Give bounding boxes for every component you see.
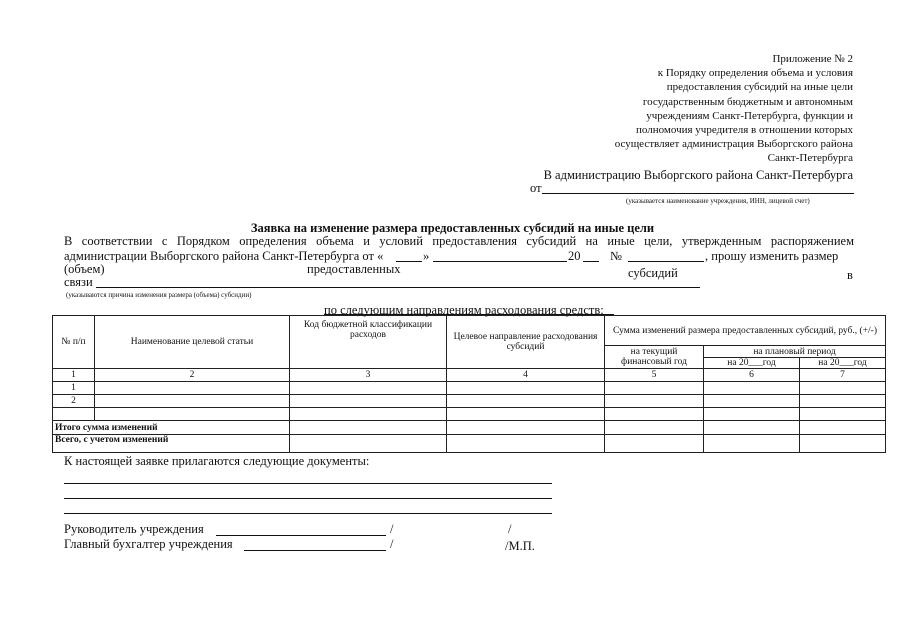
- cell[interactable]: [800, 408, 886, 421]
- table-row: [53, 408, 886, 421]
- subsidy-table: [52, 315, 886, 453]
- cell[interactable]: [447, 382, 605, 395]
- attachments-label: К настоящей заявке прилагаются следующие документы:: [64, 454, 370, 468]
- header-year-2: на 20___год: [800, 358, 886, 369]
- appendix-line: Приложение № 2: [772, 53, 853, 65]
- reason-hint: (указываются причина изменения размера (объема) субсидии): [66, 291, 252, 299]
- header-planned-period: на плановый период: [704, 346, 886, 358]
- body-line-1: В соответствии с Порядком определения объема и условий предоставления субсидий на иные цели, утвержденным распоряжением: [64, 234, 854, 248]
- total-changes-row: [53, 421, 886, 435]
- total-with-row: [53, 435, 886, 453]
- body-line-2-end: , прошу изменить размер: [705, 249, 839, 263]
- header-current-year: на текущий финансовый год: [605, 346, 704, 369]
- appendix-line: к Порядку определения объема и условия: [657, 67, 853, 80]
- date-year-field[interactable]: [583, 261, 599, 262]
- addressee-to: В администрацию Выборгского района Санкт-Петербурга: [543, 168, 853, 182]
- header-name: Наименование целевой статьи: [95, 316, 290, 369]
- header-sum: Сумма изменений размера предоставленных субсидий, руб., (+/-): [605, 316, 886, 346]
- accountant-signature-label: Главный бухгалтер учреждения: [64, 537, 233, 551]
- body-line-3-c: субсидий: [628, 266, 678, 280]
- cell[interactable]: [447, 395, 605, 408]
- cell[interactable]: [290, 408, 447, 421]
- col-number-4: 4: [447, 369, 605, 382]
- body-line-3-a: (объем): [64, 262, 105, 276]
- body-line-3-b: предоставленных: [307, 262, 401, 276]
- col-number-7: 7: [800, 369, 886, 382]
- body-line-2-quote: »: [423, 249, 430, 263]
- header-year-1: на 20___год: [704, 358, 800, 369]
- appendix-line: Санкт-Петербурга: [767, 152, 853, 165]
- cell[interactable]: [704, 421, 800, 435]
- body-line-3-d: в: [847, 268, 853, 282]
- cell[interactable]: [95, 382, 290, 395]
- header-purpose: Целевое направление расходования субсидий: [447, 316, 605, 369]
- cell[interactable]: [704, 382, 800, 395]
- directions-label: по следующим направлениям расходования средств:: [324, 303, 604, 317]
- head-signature-field[interactable]: [216, 535, 386, 536]
- cell[interactable]: [704, 435, 800, 453]
- date-month-field[interactable]: [433, 261, 567, 262]
- attachment-line-3[interactable]: [64, 513, 552, 514]
- row-num: 2: [53, 395, 95, 408]
- body-line-4: связи: [64, 275, 93, 289]
- head-name-slash: /: [508, 522, 512, 536]
- row-num: 1: [53, 382, 95, 395]
- appendix-line: государственным бюджетным и автономным: [642, 95, 853, 108]
- appendix-line: предоставления субсидий на иные цели: [666, 81, 853, 94]
- addressee-from-hint: (указывается наименование учреждения, ИНН, лицевой счет): [626, 197, 810, 205]
- cell[interactable]: [290, 421, 447, 435]
- cell[interactable]: [800, 382, 886, 395]
- cell[interactable]: [447, 435, 605, 453]
- head-signature-slash: /: [390, 522, 394, 536]
- col-number-1: 1: [53, 369, 95, 382]
- document-title: Заявка на изменение размера предоставленных субсидий на иные цели: [250, 221, 655, 235]
- total-with-label: Всего, с учетом изменений: [53, 435, 290, 453]
- cell[interactable]: [605, 421, 704, 435]
- body-line-2-start: администрации Выборгского района Санкт-Петербурга от «: [64, 249, 384, 263]
- table-row: [53, 395, 886, 408]
- cell[interactable]: [447, 421, 605, 435]
- cell[interactable]: [95, 408, 290, 421]
- cell[interactable]: [290, 435, 447, 453]
- cell[interactable]: [290, 382, 447, 395]
- stamp-label: /М.П.: [505, 539, 535, 553]
- col-number-6: 6: [704, 369, 800, 382]
- col-number-3: 3: [290, 369, 447, 382]
- head-signature-label: Руководитель учреждения: [64, 522, 204, 536]
- cell[interactable]: [605, 435, 704, 453]
- total-changes-label: Итого сумма изменений: [53, 421, 290, 435]
- col-number-2: 2: [95, 369, 290, 382]
- order-number-field[interactable]: [628, 261, 704, 262]
- cell[interactable]: [704, 395, 800, 408]
- cell[interactable]: [800, 435, 886, 453]
- attachment-line-1[interactable]: [64, 483, 552, 484]
- cell[interactable]: [605, 382, 704, 395]
- reason-field[interactable]: [96, 287, 700, 288]
- appendix-line: полномочия учредителя в отношении которых: [635, 124, 853, 137]
- cell[interactable]: [704, 408, 800, 421]
- cell[interactable]: [605, 395, 704, 408]
- attachment-line-2[interactable]: [64, 498, 552, 499]
- table-row: [53, 382, 886, 395]
- cell[interactable]: [447, 408, 605, 421]
- accountant-signature-field[interactable]: [244, 550, 386, 551]
- addressee-from-label: от: [530, 181, 542, 195]
- cell[interactable]: [800, 395, 886, 408]
- header-num: № п/п: [53, 316, 95, 369]
- cell[interactable]: [290, 395, 447, 408]
- row-num: [53, 408, 95, 421]
- body-line-2-num: №: [610, 249, 622, 263]
- body-line-2-year: 20: [568, 249, 581, 263]
- cell[interactable]: [800, 421, 886, 435]
- col-number-5: 5: [605, 369, 704, 382]
- appendix-header: [553, 52, 853, 166]
- addressee-from-field[interactable]: [542, 193, 854, 194]
- cell[interactable]: [95, 395, 290, 408]
- appendix-line: учреждениям Санкт-Петербурга, функции и: [646, 109, 853, 122]
- header-code: Код бюджетной классификации расходов: [290, 316, 447, 369]
- cell[interactable]: [605, 408, 704, 421]
- accountant-signature-slash: /: [390, 537, 394, 551]
- appendix-line: осуществляет администрация Выборгского района: [614, 138, 853, 151]
